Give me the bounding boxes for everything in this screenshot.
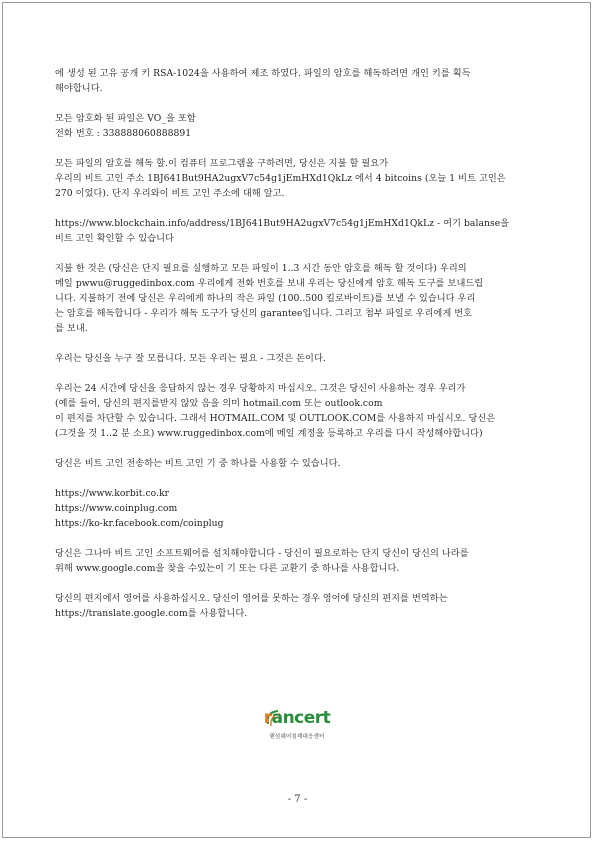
paragraph-6 [55,351,539,366]
text-line: 에 생성 된 고유 공개 키 RSA-1024을 사용하여 제조 하였다. 파일의 암호를 해독하려면 개인 키를 획득 [55,68,471,79]
logo-wordmark-rest: ancert [271,708,331,728]
paragraph-5 [55,261,539,336]
text-line: 니다. 지불하기 전에 당신은 우리에게 하나의 작은 파일 (100..500 킬로바이트)를 보낼 수 있습니다 우리 [55,293,476,304]
text-line: https://www.blockchain.info/address/1BJ641But9HA2ugxV7c54g1jEmHXd1QkLz - 여기 balanse을 [55,218,510,229]
logo-wordmark [262,708,332,728]
text-line: 모든 암호화 된 파일은 VO_을 포함 [55,113,196,124]
paragraph-8 [55,456,539,471]
paragraph-2 [55,111,539,141]
text-line: 270 이었다). 단지 우리와이 비트 고인 주소에 대해 알고. [55,188,285,199]
text-line: 메일 pwwu@ruggedinbox.com 우리에게 전화 번호를 보내 우리는 당신에게 암호 해독 도구를 보내드립 [55,278,484,289]
text-line: 우리는 24 시간에 당신을 응답하지 않는 경우 당황하지 마십시오. 그것은 당신이 사용하는 경우 우리가 [55,383,466,394]
text-line: 당신의 편지에서 영어를 사용하십시오. 당신이 영어를 못하는 경우 영어에 당신의 편지를 번역하는 [55,593,448,604]
paragraph-10 [55,591,539,621]
text-line: https://translate.google.com를 사용합니다. [55,608,248,619]
text-line: 를 보내. [55,323,88,334]
link-coinplug: https://www.coinplug.com [55,503,178,514]
text-line: 해야합니다. [55,83,103,94]
text-line: 는 암호를 해독합니다 - 우리가 해독 도구가 당신의 garantee입니다. 그리고 첨부 파일로 우리에게 번호 [55,308,473,319]
text-line: 위해 www.google.com을 찾을 수있는이 기 또는 다른 교환기 중 하나를 사용합니다. [55,563,400,574]
text-line: 우리는 당신을 누구 잘 모릅니다. 모든 우리는 필요 - 그것은 돈이다. [55,353,326,364]
document-body [55,66,539,636]
text-line: (그것을 것 1..2 분 소요) www.ruggedinbox.com에 메일 계정을 등록하고 우리를 다시 작성해야합니다) [55,428,483,439]
page-number: - 7 - [287,794,308,805]
text-line: 이 편지를 차단할 수 있습니다. 그래서 HOTMAIL.COM 및 OUTLOOK.COM를 사용하지 마십시오. 당신은 [55,413,496,424]
paragraph-1 [55,66,539,96]
phone-number: 전화 번호 : 338888060888891 [55,128,192,139]
link-facebook-coinplug: https://ko-kr.facebook.com/coinplug [55,518,224,529]
text-line: 당신은 비트 고인 전송하는 비트 고인 기 중 하나를 사용할 수 있습니다. [55,458,341,469]
logo-wordmark-r: r [263,708,272,728]
text-line: (예를 들어, 당신의 편지를받지 않았 음을 의미 hotmail.com 또는 outlook.com [55,398,383,409]
paragraph-7 [55,381,539,441]
text-line: 모든 파일의 암호를 해독 할.이 컴퓨터 프로그램을 구하려면, 당신은 지불 할 필요가 [55,158,389,169]
text-line: 지불 한 것은 (당신은 단지 필요를 실행하고 모든 파일이 1..3 시간 동안 암호를 해독 할 것이다) 우리의 [55,263,467,274]
text-line: 당신은 그나마 비트 고인 소프트웨어를 설치해야합니다 - 당신이 필요로하는 단지 당신이 당신의 나라를 [55,548,469,559]
paragraph-4 [55,216,539,246]
text-line: 우리의 비트 고인 주소 1BJ641But9HA2ugxV7c54g1jEmHXd1QkLz 에서 4 bitcoins (오늘 1 비트 고인은 [55,173,506,184]
text-line: 비트 고인 확인할 수 있습니다 [55,233,174,244]
paragraph-9 [55,546,539,576]
link-list [55,486,539,531]
link-korbit: https://www.korbit.co.kr [55,488,170,499]
rancert-logo [262,706,332,746]
logo-subtitle: 랜섬웨어침해대응센터 [269,734,325,740]
paragraph-3 [55,156,539,201]
